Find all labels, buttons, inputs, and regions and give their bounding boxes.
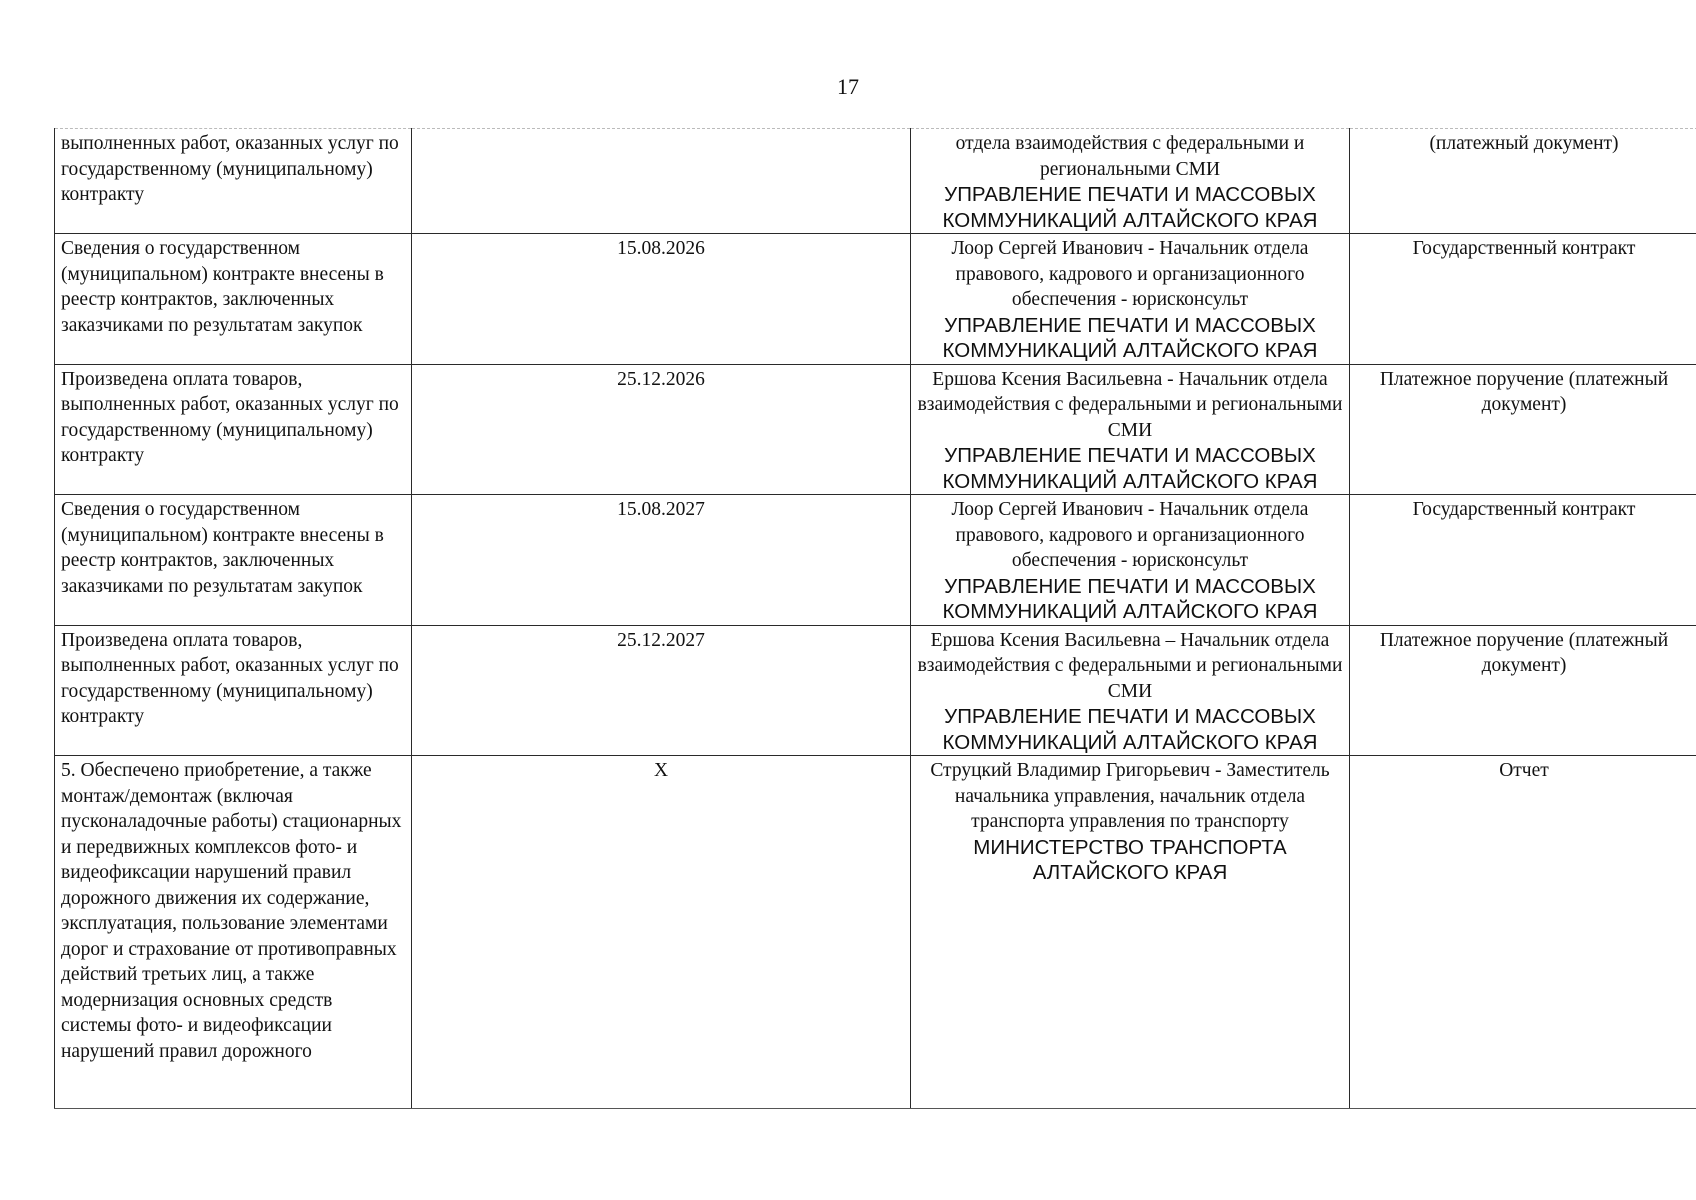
responsible-person: отдела взаимодействия с федеральными и региональными СМИ xyxy=(955,133,1305,180)
document-cell: Отчет xyxy=(1350,756,1696,1109)
table-row xyxy=(55,625,1696,756)
plan-table xyxy=(54,128,1696,1109)
responsible-cell xyxy=(911,234,1350,365)
event-cell: Произведена оплата товаров, выполненных работ, оказанных услуг по государственному (муниципальному) контракту xyxy=(55,364,412,495)
event-cell: 5. Обеспечено приобретение, а также монтаж/демонтаж (включая пусконаладочные работы) стационарных и передвижных комплексов фото- и видеофиксации нарушений правил дорожного движения их содержание, эксплуатация, пользование элементами дорог и страхование от противоправных действий третьих лиц, а также модернизация основных средств системы фото- и видеофиксации нарушений правил дорожного xyxy=(55,756,412,1109)
table-row xyxy=(55,495,1696,626)
document-cell: Платежное поручение (платежный документ) xyxy=(1350,625,1696,756)
document-cell: (платежный документ) xyxy=(1350,129,1696,234)
date-cell: X xyxy=(412,756,911,1109)
responsible-cell xyxy=(911,364,1350,495)
responsible-cell xyxy=(911,495,1350,626)
responsible-person: Лоор Сергей Иванович - Начальник отдела правового, кадрового и организационного обеспечения - юрисконсульт xyxy=(951,238,1309,310)
document-cell: Платежное поручение (платежный документ) xyxy=(1350,364,1696,495)
responsible-cell xyxy=(911,756,1350,1109)
responsible-person: Лоор Сергей Иванович - Начальник отдела правового, кадрового и организационного обеспечения - юрисконсульт xyxy=(951,499,1309,571)
event-cell: выполненных работ, оказанных услуг по государственному (муниципальному) контракту xyxy=(55,129,412,234)
responsible-person: Струцкий Владимир Григорьевич - Заместитель начальника управления, начальник отдела транспорта управления по транспорту xyxy=(930,760,1330,832)
responsible-organization: УПРАВЛЕНИЕ ПЕЧАТИ И МАССОВЫХ КОММУНИКАЦИЙ АЛТАЙСКОГО КРАЯ xyxy=(942,183,1318,232)
responsible-cell xyxy=(911,625,1350,756)
date-cell: 15.08.2027 xyxy=(412,495,911,626)
document-cell: Государственный контракт xyxy=(1350,495,1696,626)
responsible-person: Ершова Ксения Васильевна – Начальник отдела взаимодействия с федеральными и региональными СМИ xyxy=(917,629,1343,702)
page-number: 17 xyxy=(837,74,859,99)
table-row xyxy=(55,129,1696,234)
responsible-organization: УПРАВЛЕНИЕ ПЕЧАТИ И МАССОВЫХ КОММУНИКАЦИЙ АЛТАЙСКОГО КРАЯ xyxy=(942,705,1318,754)
event-cell: Произведена оплата товаров, выполненных работ, оказанных услуг по государственному (муниципальному) контракту xyxy=(55,625,412,756)
date-cell: 25.12.2027 xyxy=(412,625,911,756)
date-cell xyxy=(412,129,911,234)
responsible-person: Ершова Ксения Васильевна - Начальник отдела взаимодействия с федеральными и региональными СМИ xyxy=(917,368,1343,441)
responsible-organization: УПРАВЛЕНИЕ ПЕЧАТИ И МАССОВЫХ КОММУНИКАЦИЙ АЛТАЙСКОГО КРАЯ xyxy=(942,444,1318,493)
responsible-organization: УПРАВЛЕНИЕ ПЕЧАТИ И МАССОВЫХ КОММУНИКАЦИЙ АЛТАЙСКОГО КРАЯ xyxy=(942,313,1318,362)
table-row xyxy=(55,756,1696,1109)
document-cell: Государственный контракт xyxy=(1350,234,1696,365)
date-cell: 25.12.2026 xyxy=(412,364,911,495)
responsible-organization: УПРАВЛЕНИЕ ПЕЧАТИ И МАССОВЫХ КОММУНИКАЦИЙ АЛТАЙСКОГО КРАЯ xyxy=(942,574,1318,623)
responsible-organization: МИНИСТЕРСТВО ТРАНСПОРТА АЛТАЙСКОГО КРАЯ xyxy=(973,835,1287,884)
date-cell: 15.08.2026 xyxy=(412,234,911,365)
event-cell: Сведения о государственном (муниципальном) контракте внесены в реестр контрактов, заключенных заказчиками по результатам закупок xyxy=(55,234,412,365)
table-row xyxy=(55,364,1696,495)
table-row xyxy=(55,234,1696,365)
responsible-cell xyxy=(911,129,1350,234)
event-cell: Сведения о государственном (муниципальном) контракте внесены в реестр контрактов, заключенных заказчиками по результатам закупок xyxy=(55,495,412,626)
